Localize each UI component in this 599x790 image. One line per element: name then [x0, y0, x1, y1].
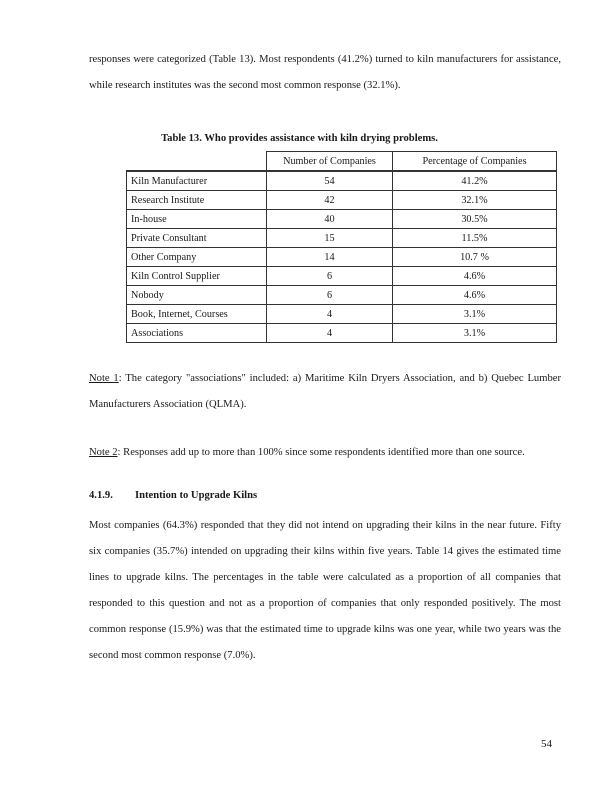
- row-percentage: 11.5%: [393, 229, 557, 248]
- row-label: Kiln Manufacturer: [127, 171, 267, 191]
- body-paragraph: Most companies (64.3%) responded that they did not intend on upgrading their kilns in the near future. Fifty six companies (35.7%) intended on upgrading their kilns within five years. Table 14 gives the estimated time lines to upgrade kilns. The percentages in the table were calculated as a proportion of all companies that responded to this question and not as a proportion of companies that only responded positively. The most common response (15.9%) was that the estimated time to upgrade kilns was one year, while two years was the second most common response (7.0%).: [89, 520, 561, 661]
- row-percentage: 4.6%: [393, 267, 557, 286]
- section-heading: [89, 490, 257, 501]
- note-1-text: : The category "associations" included: a) Maritime Kiln Dryers Association, and b) Quebec Lumber Manufacturers Association (QLMA).: [89, 373, 561, 410]
- row-percentage: 41.2%: [393, 171, 557, 191]
- header-cell-blank: [127, 152, 267, 172]
- page-number: 54: [541, 738, 552, 750]
- table-row: [127, 267, 557, 286]
- row-label: Research Institute: [127, 191, 267, 210]
- row-count: 40: [267, 210, 393, 229]
- row-percentage: 32.1%: [393, 191, 557, 210]
- table-caption: Table 13. Who provides assistance with kiln drying problems.: [161, 133, 438, 144]
- row-label: Other Company: [127, 248, 267, 267]
- row-label: In-house: [127, 210, 267, 229]
- row-percentage: 3.1%: [393, 305, 557, 324]
- row-count: 6: [267, 286, 393, 305]
- row-percentage: 10.7 %: [393, 248, 557, 267]
- row-label: Associations: [127, 324, 267, 343]
- row-percentage: 4.6%: [393, 286, 557, 305]
- section-title: Intention to Upgrade Kilns: [135, 490, 258, 501]
- table-row: [127, 171, 557, 191]
- row-count: 54: [267, 171, 393, 191]
- note-2: [89, 440, 561, 466]
- row-count: 6: [267, 267, 393, 286]
- note-2-label: Note 2: [89, 447, 118, 458]
- header-percentage-of-companies: Percentage of Companies: [393, 152, 557, 172]
- row-count: 4: [267, 324, 393, 343]
- table-header-row: [127, 152, 557, 172]
- note-1: [89, 366, 561, 418]
- row-label: Private Consultant: [127, 229, 267, 248]
- row-count: 4: [267, 305, 393, 324]
- table-row: [127, 286, 557, 305]
- row-label: Nobody: [127, 286, 267, 305]
- row-count: 14: [267, 248, 393, 267]
- table-row: [127, 229, 557, 248]
- row-count: 42: [267, 191, 393, 210]
- table-row: [127, 191, 557, 210]
- assistance-table: [126, 151, 557, 343]
- table-body: [127, 171, 557, 343]
- note-1-label: Note 1: [89, 373, 119, 384]
- row-percentage: 3.1%: [393, 324, 557, 343]
- row-label: Book, Internet, Courses: [127, 305, 267, 324]
- header-number-of-companies: Number of Companies: [267, 152, 393, 172]
- intro-paragraph: responses were categorized (Table 13). Most respondents (41.2%) turned to kiln manufacturers for assistance, while research institutes was the second most common response (32.1%).: [89, 54, 561, 91]
- row-label: Kiln Control Supplier: [127, 267, 267, 286]
- section-number: 4.1.9.: [89, 490, 113, 501]
- table-row: [127, 324, 557, 343]
- note-2-text: : Responses add up to more than 100% since some respondents identified more than one source.: [117, 447, 525, 458]
- table-row: [127, 210, 557, 229]
- table-row: [127, 248, 557, 267]
- row-count: 15: [267, 229, 393, 248]
- table-row: [127, 305, 557, 324]
- row-percentage: 30.5%: [393, 210, 557, 229]
